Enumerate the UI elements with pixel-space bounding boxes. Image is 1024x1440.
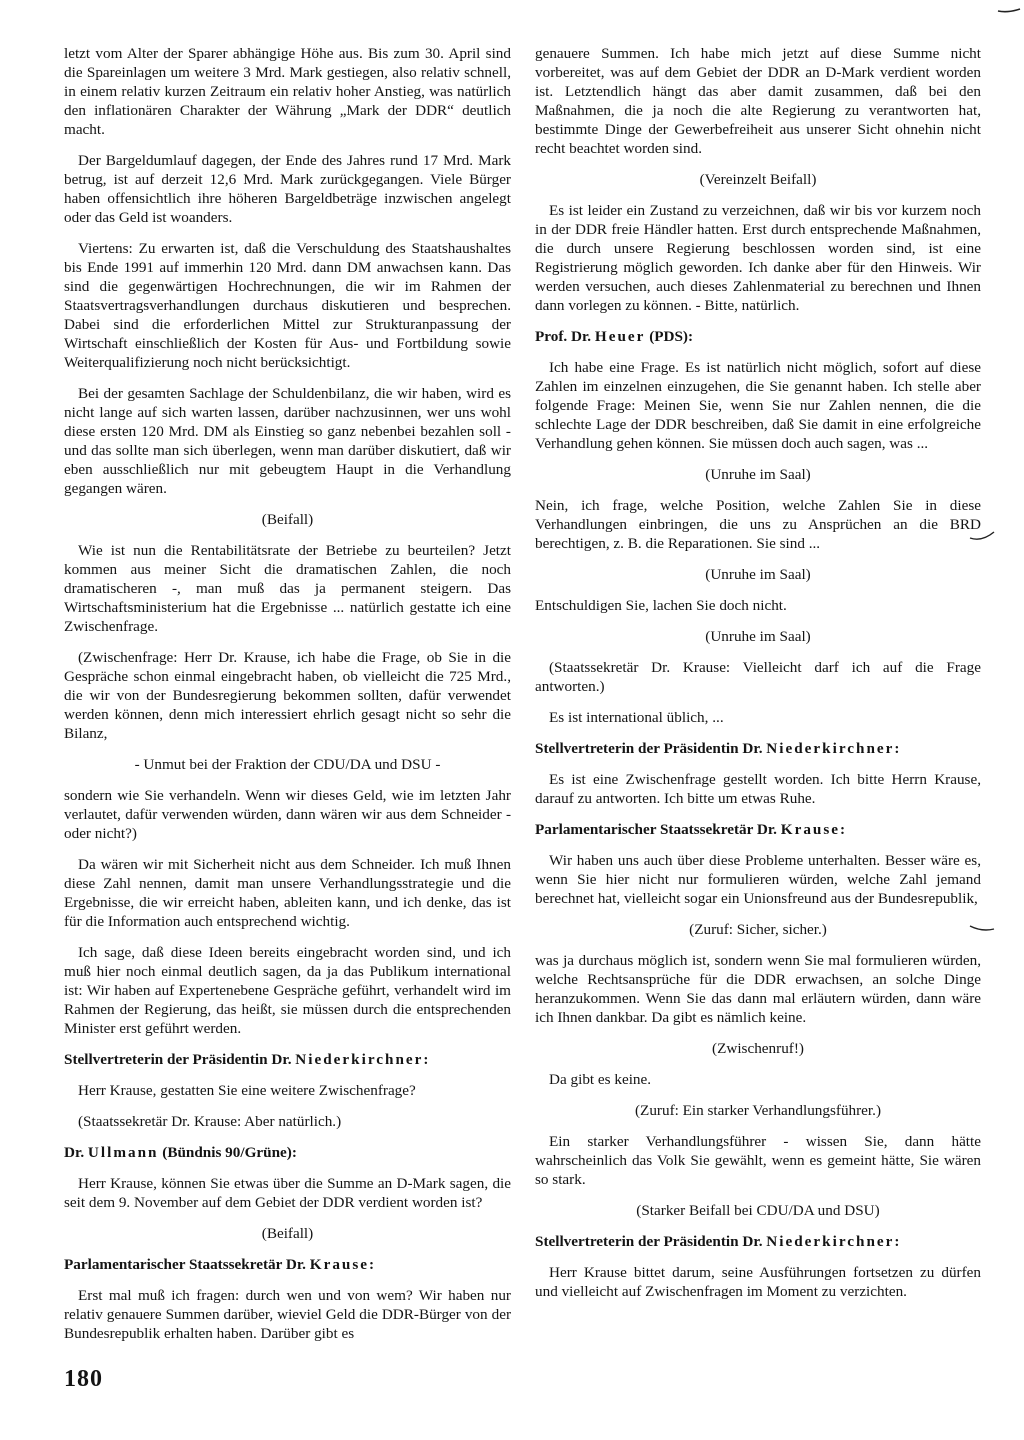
speaker-suffix: : [894, 740, 900, 757]
speaker-title: Prof. Dr. [535, 328, 595, 345]
speaker-suffix: (Bündnis 90/Grüne): [158, 1144, 297, 1161]
scan-mark-top-right [996, 2, 1022, 16]
speaker-heading [535, 820, 981, 839]
stage-direction: (Vereinzelt Beifall) [699, 171, 817, 188]
speaker-heading [535, 1232, 981, 1251]
stage-direction: (Unruhe im Saal) [705, 628, 811, 645]
speaker-name: Ullmann [87, 1144, 159, 1161]
speaker-name: Krause [780, 821, 841, 838]
paragraph: was ja durchaus möglich ist, sondern wenn Sie mal formulieren würden, welche Rechtsansprüche für die DDR erwachsen, an solche Dinge heranzukommen. Wenn Sie das dann mal erläutern würden, dann wäre ich Ihnen dankbar. Da gibt es nämlich keine. [535, 952, 981, 1026]
speaker-name: Heuer [594, 328, 646, 345]
speaker-title: Stellvertreterin der Präsidentin Dr. [535, 1233, 767, 1250]
speaker-title: Parlamentarischer Staatssekretär Dr. [535, 821, 781, 838]
paragraph: Ich habe eine Frage. Es ist natürlich nicht möglich, sofort auf diese Zahlen im einzelnen einzugehen, die Sie genannt haben. Ich stelle aber folgende Frage: Meinen Sie, wenn Sie nur Zahlen nennen, die die schlechte Lage der DDR beschreiben, daß Sie damit in eine erfolgreiche Verhandlung gehen können. Sie müssen doch auch sagen, was ... [535, 359, 981, 452]
paragraph: Erst mal muß ich fragen: durch wen und von wem? Wir haben nur relativ genauere Summen darüber, wieviel Geld die DDR-Bürger von der Bundesrepublik erhalten haben. Darüber gibt es [64, 1287, 511, 1342]
paragraph: Wir haben uns auch über diese Probleme unterhalten. Besser wäre es, wenn Sie hier nicht nur formulieren würden, welche Zahl jemand berechnet hat, vielleicht sogar ein Unionsfreund aus der Bundesrepublik, [535, 852, 981, 907]
left-column [64, 44, 511, 1355]
speaker-suffix: : [840, 821, 846, 838]
paragraph: Der Bargeldumlauf dagegen, der Ende des Jahres rund 17 Mrd. Mark betrug, ist auf derzeit 12,6 Mrd. Mark zurückgegangen. Viele Bürger haben offensichtlich ihre höheren Bargeldbeträge inzwischen angelegt oder das Geld ist woanders. [64, 152, 511, 226]
paragraph: Herr Krause, können Sie etwas über die Summe an D-Mark sagen, die seit dem 9. November auf dem Gebiet der DDR verdient worden ist? [64, 1175, 511, 1211]
paragraph: Herr Krause bittet darum, seine Ausführungen fortsetzen zu dürfen und vielleicht auf Zwischenfragen im Moment zu verzichten. [535, 1264, 981, 1300]
right-column [535, 44, 981, 1313]
speaker-title: Stellvertreterin der Präsidentin Dr. [535, 740, 767, 757]
paragraph: Herr Krause, gestatten Sie eine weitere Zwischenfrage? [78, 1082, 416, 1099]
paragraph: Entschuldigen Sie, lachen Sie doch nicht. [535, 597, 787, 614]
paragraph: letzt vom Alter der Sparer abhängige Höhe aus. Bis zum 30. April sind die Spareinlagen um weitere 3 Mrd. Mark gestiegen, also relativ schnell, in einem relativ kurzen Zeitraum ein relativ hoher Anstieg, was natürlich den inflationären Charakter der Währung „Mark der DDR“ deutlich macht. [64, 45, 511, 138]
stage-direction: (Zuruf: Ein starker Verhandlungsführer.) [634, 1102, 882, 1119]
speaker-title: Dr. [64, 1144, 88, 1161]
speaker-suffix: : [369, 1256, 375, 1273]
scan-mark-right-lower [968, 920, 996, 934]
speaker-name: Krause [309, 1256, 370, 1273]
paragraph: Es ist international üblich, ... [549, 709, 724, 726]
stage-direction: (Beifall) [261, 1225, 314, 1242]
speaker-suffix: (PDS): [645, 328, 694, 345]
speaker-suffix: : [894, 1233, 900, 1250]
paragraph: Nein, ich frage, welche Position, welche Zahlen Sie in diese Verhandlungen einbringen, die uns zu Ansprüchen an die BRD berechtigen, z. B. die Reparationen. Sie sind ... [535, 497, 981, 552]
paragraph: Es ist eine Zwischenfrage gestellt worden. Ich bitte Herrn Krause, darauf zu antworten. Ich bitte um etwas Ruhe. [535, 771, 981, 807]
paragraph: Ich sage, daß diese Ideen bereits eingebracht worden sind, und ich muß hier noch einmal deutlich sagen, da ja das Publikum international ist: Wir haben auf Expertenebene Gespräche geführt, verhandelt wird im Rahmen der Regierung, das heißt, sie müssen durch die entsprechenden Minister erst geführt werden. [64, 944, 511, 1037]
paragraph: Ein starker Verhandlungsführer - wissen Sie, dann hätte wahrscheinlich das Volk Sie gewählt, wenn es gemeint hätte, Sie wären so stark. [535, 1133, 981, 1188]
stage-direction: (Zuruf: Sicher, sicher.) [689, 921, 827, 938]
paragraph: sondern wie Sie verhandeln. Wenn wir dieses Geld, wie im letzten Jahr verlautet, dafür verwenden würden, dann wären wir aus dem Schneider - oder nicht?) [64, 787, 511, 842]
stage-direction: (Starker Beifall bei CDU/DA und DSU) [636, 1202, 880, 1219]
stage-direction: (Unruhe im Saal) [705, 466, 811, 483]
paragraph: genauere Summen. Ich habe mich jetzt auf diese Summe nicht vorbereitet, was auf dem Gebiet der DDR an D-Mark verdient worden ist. Letztendlich hängt das aber damit zusammen, daß bei den Maßnahmen, die ja noch die alte Regierung zu verantworten hat, bestimmte Dinge der Gewerbefreiheit aus unserer Sicht ohnehin nicht recht beachtet worden sind. [535, 45, 981, 157]
speaker-suffix: : [423, 1051, 429, 1068]
speaker-name: Niederkirchner [766, 740, 895, 757]
speaker-heading [535, 739, 981, 758]
paragraph: Es ist leider ein Zustand zu verzeichnen, daß wir bis vor kurzem noch in der DDR freie Händler hatten. Erst durch entsprechende Maßnahmen, die durch unsere Regierung beschlossen worden sind, ist eine Registrierung möglich geworden. Ich danke aber für den Hinweis. Wir werden versuchen, auch dieses Zahlenmaterial zu berechnen und Ihnen dann vorlegen zu können. - Bitte, natürlich. [535, 202, 981, 314]
speaker-heading [64, 1050, 511, 1069]
speaker-title: Stellvertreterin der Präsidentin Dr. [64, 1051, 296, 1068]
page-number: 180 [64, 1366, 103, 1392]
paragraph: (Staatssekretär Dr. Krause: Vielleicht darf ich auf die Frage antworten.) [535, 659, 981, 695]
paragraph: (Staatssekretär Dr. Krause: Aber natürlich.) [78, 1113, 342, 1130]
stage-direction: (Unruhe im Saal) [705, 566, 811, 583]
paragraph: Wie ist nun die Rentabilitätsrate der Betriebe zu beurteilen? Jetzt kommen aus meiner Sicht die dramatischen Zahlen, die noch dramatischeren -, man muß das ja permanent steigern. Das Wirtschaftsministerium hat die Ergebnisse ... natürlich gestatte ich eine Zwischenfrage. [64, 542, 511, 635]
paragraph: Viertens: Zu erwarten ist, daß die Verschuldung des Staatshaushaltes bis Ende 1991 auf immerhin 120 Mrd. dann DM anwachsen kann. Das sind die gegenwärtigen Hochrechnungen, die wir im Rahmen der Staatsvertragsverhandlungen durchaus diskutieren und besprechen. Dabei sind die erforderlichen Mittel zur Strukturanpassung der Wirtschaft einschließlich der Kosten für Aus- und Fortbildung sowie Weiterqualifizierung noch nicht berücksichtigt. [64, 240, 511, 371]
scan-mark-right-upper [968, 528, 996, 544]
speaker-heading [64, 1143, 511, 1162]
stage-direction: (Beifall) [261, 511, 314, 528]
speaker-name: Niederkirchner [295, 1051, 424, 1068]
speaker-heading [64, 1255, 511, 1274]
speaker-heading [535, 327, 981, 346]
paragraph: (Zwischenfrage: Herr Dr. Krause, ich habe die Frage, ob Sie in die Gespräche schon einmal eingebracht haben, ob vielleicht die 725 Mrd., die wir von der Bundesregierung bekommen sollten, dafür verwendet werden können, denn mich interessiert ehrlich gesagt nicht so sehr die Bilanz, [64, 649, 511, 742]
speaker-title: Parlamentarischer Staatssekretär Dr. [64, 1256, 310, 1273]
stage-direction: (Zwischenruf!) [712, 1040, 804, 1057]
paragraph: Da wären wir mit Sicherheit nicht aus dem Schneider. Ich muß Ihnen diese Zahl nennen, damit man unsere Verhandlungsstrategie und die Ergebnisse, die wir erreicht haben, ableiten kann, und ich denke, das ist für die Information auch entsprechend wichtig. [64, 856, 511, 930]
paragraph: Bei der gesamten Sachlage der Schuldenbilanz, die wir haben, wird es nicht lange auf sich warten lassen, darüber nachzusinnen, wer uns wohl diese ersten 120 Mrd. DM als Einstieg so ganz nebenbei bezahlen soll - und das sollte man sich überlegen, wenn man darüber diskutiert, daß wir eben ausschließlich nur mit gebeugtem Haupt in die Verhandlung gegangen wären. [64, 385, 511, 497]
stage-direction: - Unmut bei der Fraktion der CDU/DA und DSU - [134, 756, 441, 773]
speaker-name: Niederkirchner [766, 1233, 895, 1250]
paragraph: Da gibt es keine. [549, 1071, 652, 1088]
